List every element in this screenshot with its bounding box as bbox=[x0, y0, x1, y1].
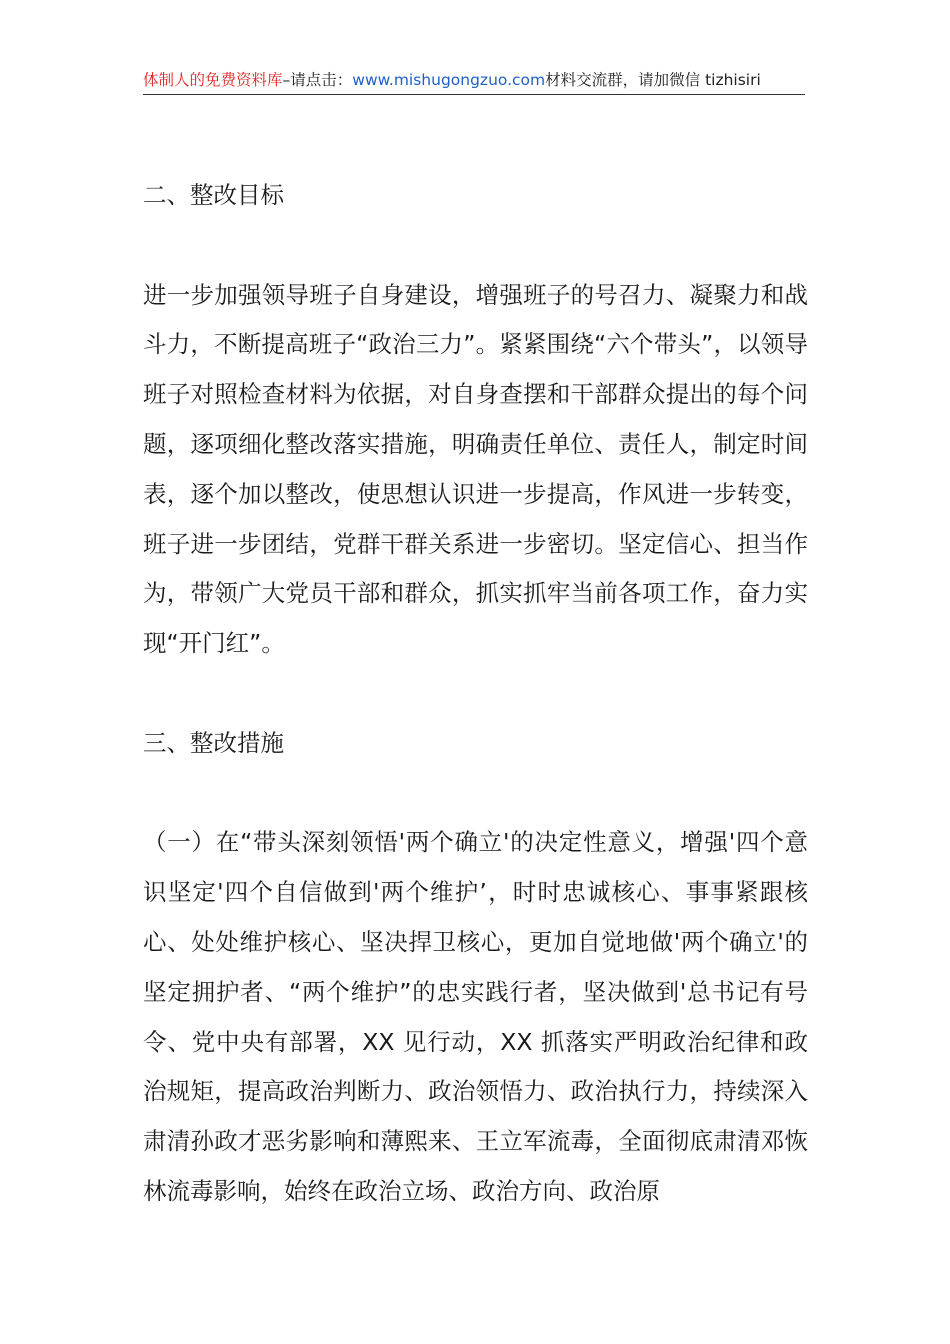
site-url-link[interactable]: www.mishugongzuo.com bbox=[352, 71, 546, 89]
document-body bbox=[143, 171, 808, 1217]
measures-paragraph: （一）在“带头深刻领悟'两个确立'的决定性意义，增强'四个意识坚定'四个自信做到'两个维护’，时时忠诚核心、事事紧跟核心、处处维护核心、坚决捍卫核心，更加自觉地做'两个确立'的坚定拥护者、“两个维护”的忠实践行者，坚决做到'总书记有号令、党中央有部署，XX 见行动，XX 抓落实严明政治纪律和政治规矩，提高政治判断力、政治领悟力、政治执行力，持续深入肃清孙政才恶劣影响和薄熙来、王立军流毒，全面彻底肃清邓恢林流毒影响，始终在政治立场、政治方向、政治原 bbox=[143, 828, 808, 1205]
goals-heading: 二、整改目标 bbox=[143, 181, 284, 209]
site-name: 体制人的免费资料库 bbox=[143, 71, 283, 89]
measures-heading: 三、整改措施 bbox=[143, 728, 284, 757]
click-prompt: –请点击： bbox=[282, 71, 353, 89]
goals-paragraph: 进一步加强领导班子自身建设，增强班子的号召力、凝聚力和战斗力，不断提高班子“政治三力”。紧紧围绕“六个带头”，以领导班子对照检查材料为依据，对自身查摆和干部群众提出的每个问题，逐项细化整改落实措施，明确责任单位、责任人，制定时间表，逐个加以整改，使思想认识进一步提高，作风进一步转变，班子进一步团结，党群干群关系进一步密切。坚定信心、担当作为，带领广大党员干部和群众，抓实抓牢当前各项工作，奋力实现“开门红”。 bbox=[143, 280, 808, 658]
page-header bbox=[143, 66, 805, 95]
contact-text: 材料交流群，请加微信 tizhisiri bbox=[545, 71, 761, 89]
